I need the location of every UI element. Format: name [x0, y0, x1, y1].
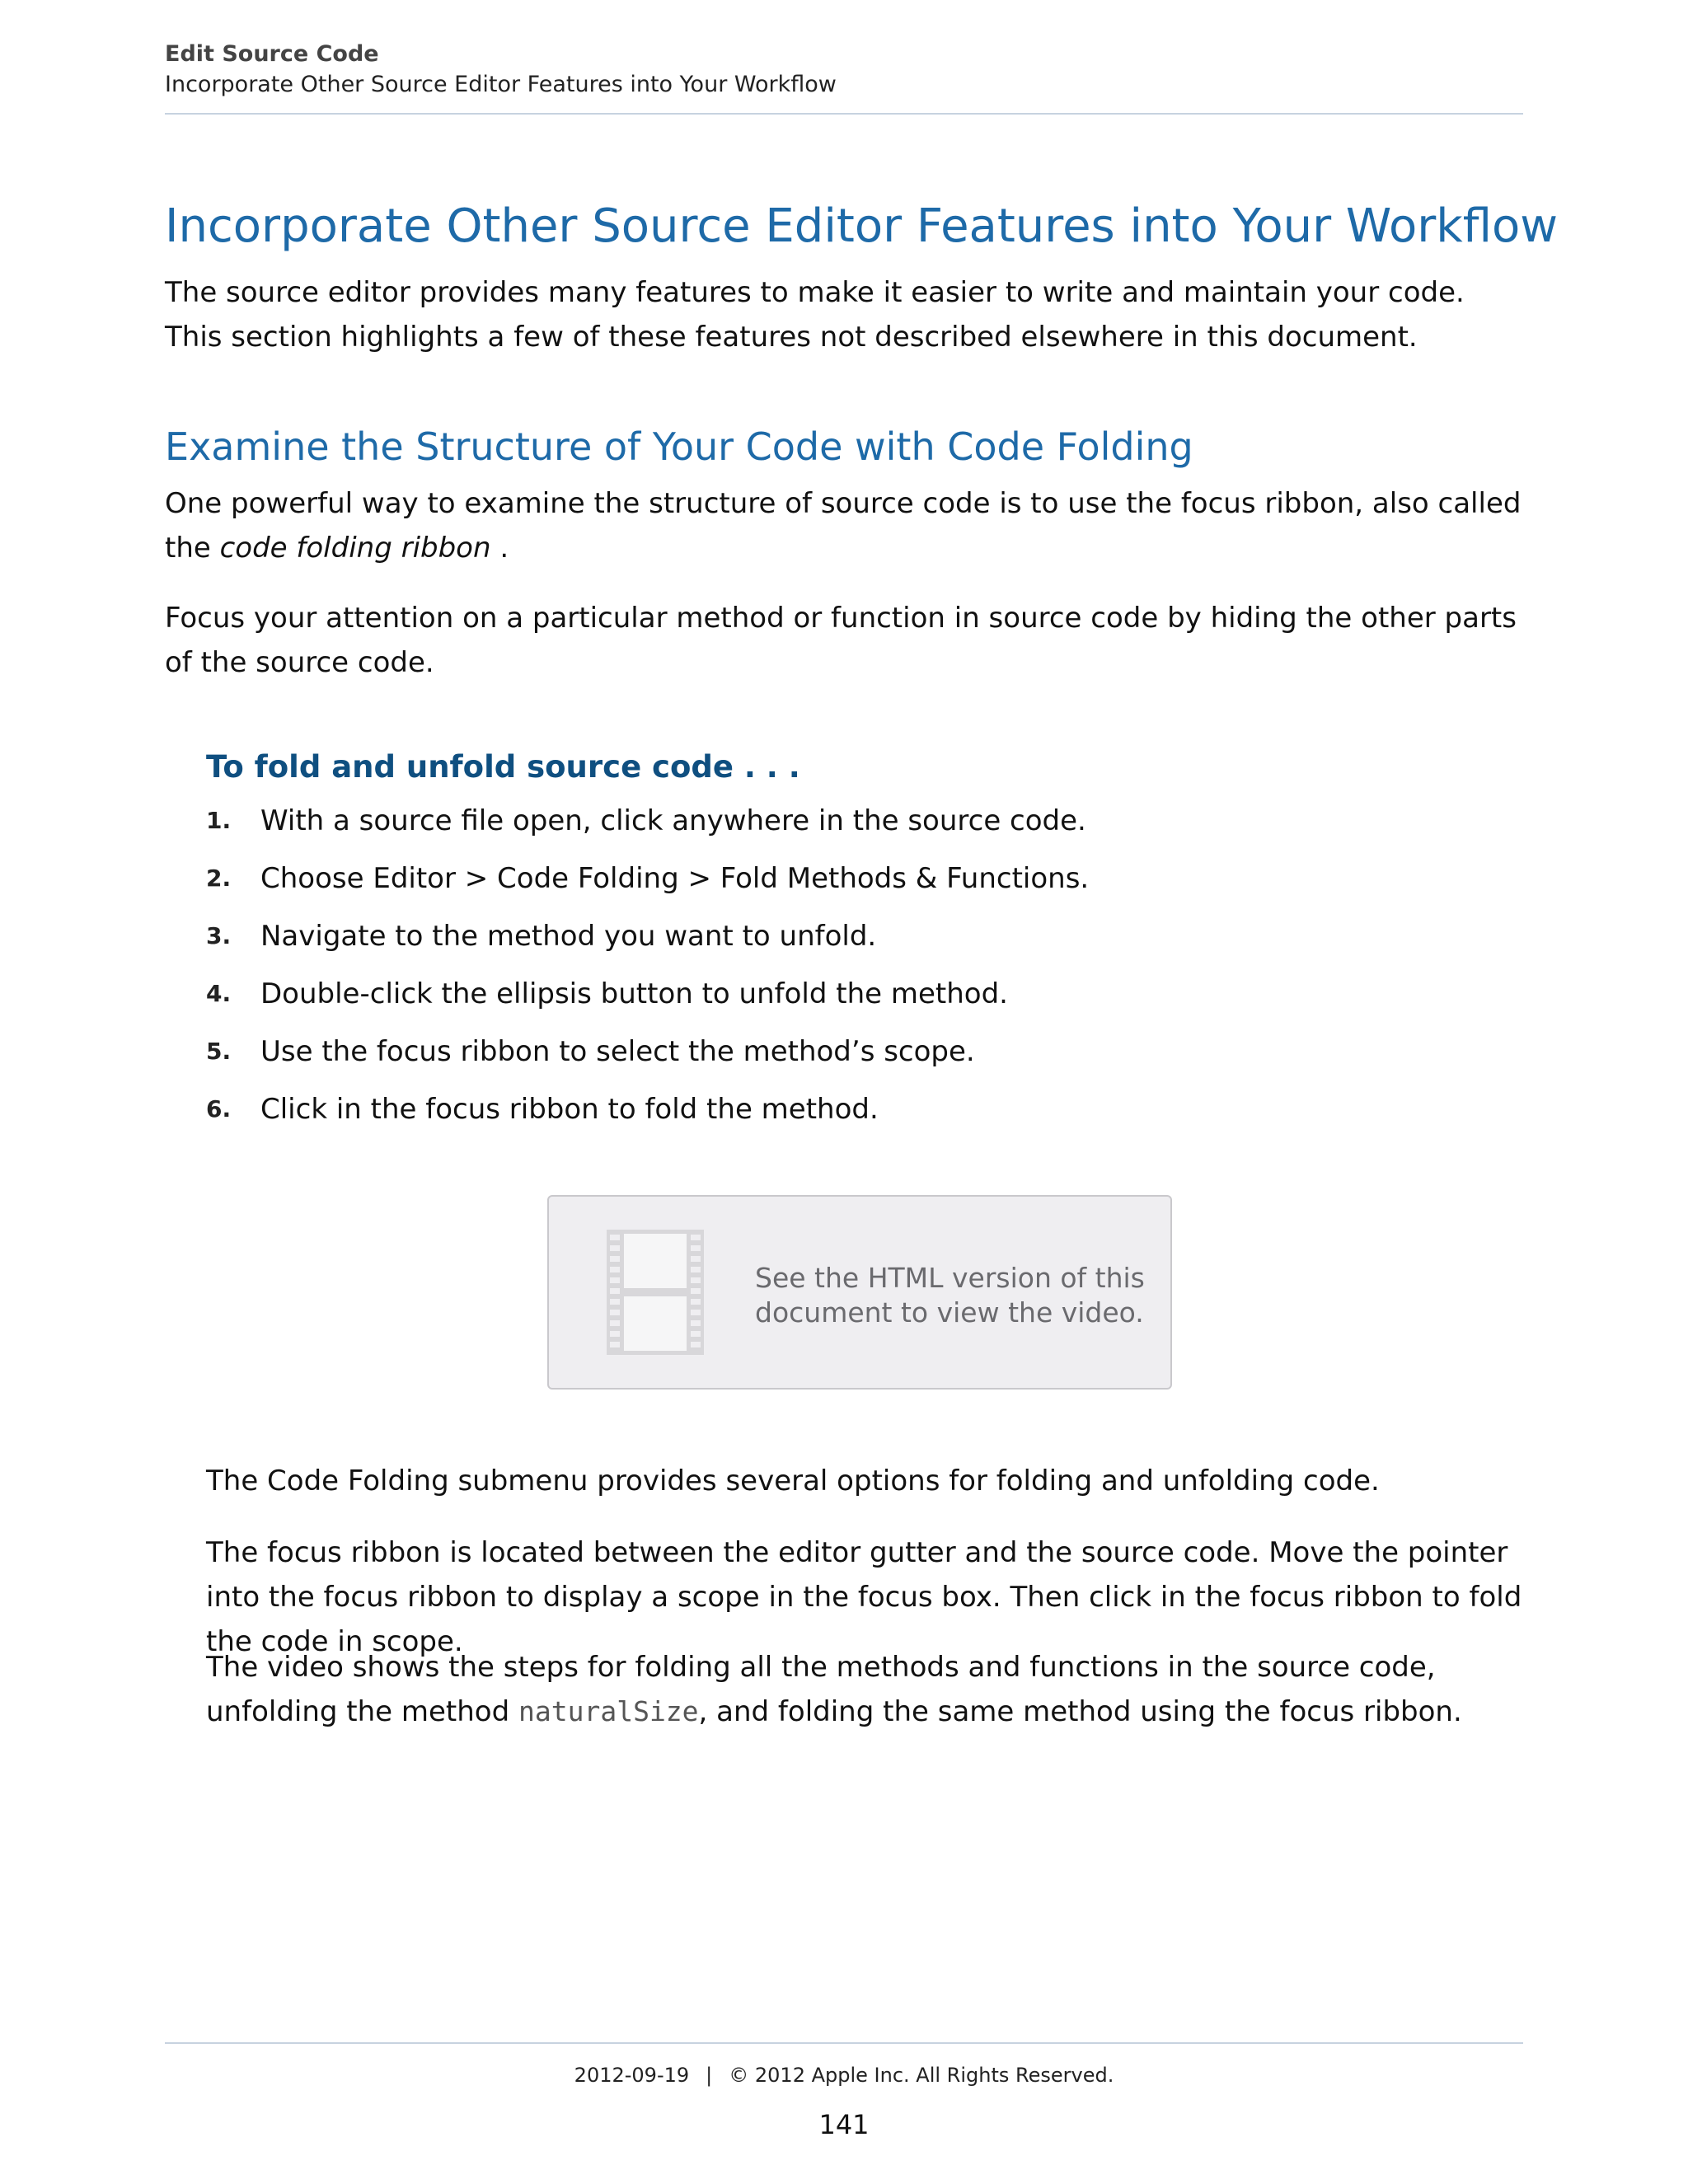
- video-description-paragraph: [206, 1645, 1523, 1734]
- step-number: 3.: [206, 922, 232, 949]
- video-message: [755, 1261, 1151, 1330]
- code-folding-submenu-paragraph: The Code Folding submenu provides several options for folding and unfolding code.: [206, 1465, 1380, 1497]
- paragraph-text: The video shows the steps for folding all the methods and functions in the source code, unfolding the method: [206, 1651, 1436, 1728]
- step-text: Use the focus ribbon to select the method’s scope.: [260, 1035, 975, 1068]
- focus-ribbon-location-paragraph: The focus ribbon is located between the editor gutter and the source code. Move the pointer into the focus ribbon to display a scope in the focus box. Then click in the focus ribbon to fold the code in scope.: [206, 1536, 1522, 1658]
- step-number: 1.: [206, 807, 232, 834]
- step-text: Navigate to the method you want to unfold.: [260, 920, 877, 953]
- step-text: Double-click the ellipsis button to unfold the method.: [260, 977, 1008, 1010]
- step-number: 5.: [206, 1038, 232, 1065]
- footer-line: [0, 2060, 1688, 2090]
- step-item: [206, 1090, 1492, 1147]
- step-item: [206, 859, 1492, 916]
- subsection-title: Examine the Structure of Your Code with Code Folding: [165, 424, 1193, 469]
- steps-list: [206, 801, 1492, 1147]
- step-item: [206, 1032, 1492, 1090]
- footer-separator: |: [706, 2064, 713, 2087]
- step-item: [206, 974, 1492, 1032]
- focus-attention-paragraph: Focus your attention on a particular method or function in source code by hiding the other parts of the source code.: [165, 602, 1517, 679]
- video-message-line1: See the HTML version of this: [755, 1262, 1145, 1294]
- footer-copyright: © 2012 Apple Inc. All Rights Reserved.: [729, 2064, 1114, 2087]
- page-number: 141: [818, 2109, 870, 2140]
- step-text: Choose Editor > Code Folding > Fold Methods & Functions.: [260, 862, 1090, 895]
- video-message-line2: document to view the video.: [755, 1296, 1144, 1329]
- step-text: Click in the focus ribbon to fold the method.: [260, 1093, 879, 1126]
- video-placeholder[interactable]: [547, 1195, 1172, 1390]
- code-natural-size: naturalSize: [518, 1695, 699, 1727]
- step-text: With a source file open, click anywhere in the source code.: [260, 804, 1086, 837]
- step-number: 6.: [206, 1095, 232, 1122]
- step-number: 4.: [206, 980, 232, 1007]
- task-title: To fold and unfold source code . . .: [206, 749, 800, 785]
- paragraph-text: One powerful way to examine the structure of source code is to use the focus ribbon, also called the: [165, 487, 1522, 565]
- running-header-section: Incorporate Other Source Editor Features into Your Workflow: [165, 72, 837, 97]
- page-title: Incorporate Other Source Editor Features into Your Workflow: [165, 199, 1559, 253]
- focus-ribbon-paragraph: [165, 481, 1523, 570]
- header-divider: [165, 113, 1523, 115]
- film-strip-icon: [607, 1230, 704, 1355]
- step-item: [206, 916, 1492, 974]
- paragraph-text-end: .: [490, 532, 509, 565]
- term-code-folding-ribbon: code folding ribbon: [219, 532, 491, 565]
- step-item: [206, 801, 1492, 859]
- step-number: 2.: [206, 865, 232, 892]
- paragraph-text-end: , and folding the same method using the focus ribbon.: [698, 1695, 1462, 1728]
- footer-divider: [165, 2042, 1523, 2044]
- footer-date: 2012-09-19: [574, 2064, 690, 2087]
- running-header-chapter: Edit Source Code: [165, 41, 379, 67]
- running-header: [165, 40, 1523, 101]
- intro-paragraph: The source editor provides many features to make it easier to write and maintain your code. This section highlights a few of these features not described elsewhere in this document.: [165, 276, 1465, 354]
